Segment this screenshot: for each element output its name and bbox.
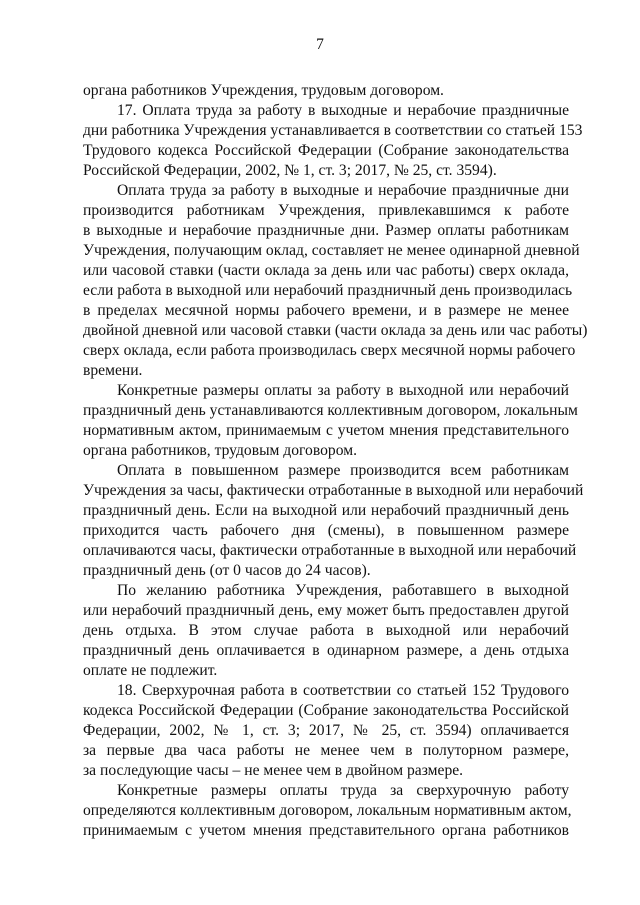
paragraph [83,681,569,781]
text-line: в выходные и нерабочие праздничные дни. Размер оплаты работникам [83,222,569,239]
text-line: По желанию работника Учреждения, работавшего в выходной [117,582,569,599]
text-line: за последующие часы – не менее чем в двойном размере. [83,762,464,779]
text-line: если работа в выходной или нерабочий праздничный день производилась [83,282,573,299]
text-line: Конкретные размеры оплаты за работу в выходной или нерабочий [117,382,569,399]
paragraph [83,461,584,581]
text-line: производится работникам Учреждения, привлекавшимся к работе [83,202,569,219]
text-line: Конкретные размеры оплаты труда за сверхурочную работу [117,782,569,799]
text-line: оплате не подлежит. [83,662,218,679]
text-line: сверх оклада, если работа производилась сверх месячной нормы рабочего [83,342,576,359]
text-line: Российской Федерации, 2002, № 1, ст. 3; 2017, № 25, ст. 3594). [83,162,497,179]
text-line: Оплата в повышенном размере производится всем работникам [117,462,569,479]
text-line: Трудового кодекса Российской Федерации (Собрание законодательства [83,142,569,159]
text-line: приходится часть рабочего дня (смены), в повышенном размере [83,522,569,539]
text-line: праздничный день устанавливаются коллективным договором, локальным [83,402,578,419]
text-line: Учреждения, получающим оклад, составляет не менее одинарной дневной [83,242,580,259]
text-line: двойной дневной или часовой ставки (части оклада за день или час работы) [83,322,588,339]
text-line: или часовой ставки (части оклада за день или час работы) сверх оклада, [83,262,569,279]
paragraph [83,81,569,101]
text-line: дни работника Учреждения устанавливается в соответствии со статьей 153 [83,122,583,139]
text-line: 18. Сверхурочная работа в соответствии со статьей 152 Трудового [117,682,569,699]
text-line: Оплата труда за работу в выходные и нерабочие праздничные дни [117,182,569,199]
text-line: органа работников Учреждения, трудовым договором. [83,82,444,99]
text-line: времени. [83,362,143,379]
text-line: нормативным актом, принимаемым с учетом мнения представительного [83,422,569,439]
text-line: Учреждения за часы, фактически отработанные в выходной или нерабочий [83,482,584,499]
text-line: за первые два часа работы не менее чем в полуторном размере, [83,742,569,759]
text-line: оплачиваются часы, фактически отработанные в выходной или нерабочий [83,542,577,559]
text-line: кодекса Российской Федерации (Собрание законодательства Российской [83,702,569,719]
text-line: определяются коллективным договором, локальным нормативным актом, [83,802,572,819]
paragraph [83,181,588,381]
text-line: 17. Оплата труда за работу в выходные и нерабочие праздничные [117,102,569,119]
text-line: праздничный день. Если на выходной или нерабочий праздничный день [83,502,569,519]
text-line: день отдыха. В этом случае работа в выходной или нерабочий [83,622,569,639]
text-line: или нерабочий праздничный день, ему может быть предоставлен другой [83,602,569,619]
paragraph [83,781,572,841]
text-line: праздничный день (от 0 часов до 24 часов). [83,562,371,579]
text-line: Федерации, 2002, № 1, ст. 3; 2017, № 25, ст. 3594) оплачивается [83,722,569,739]
text-line: праздничный день оплачивается в одинарном размере, а день отдыха [83,642,569,659]
text-line: органа работников, трудовым договором. [83,442,357,459]
paragraph [83,581,569,681]
page-number: 7 [316,36,324,53]
paragraph [83,101,583,181]
text-line: принимаемым с учетом мнения представительного органа работников [83,822,569,839]
text-line: в пределах месячной нормы рабочего времени, и в размере не менее [83,302,569,319]
paragraph [83,381,578,461]
document-body [83,81,588,841]
